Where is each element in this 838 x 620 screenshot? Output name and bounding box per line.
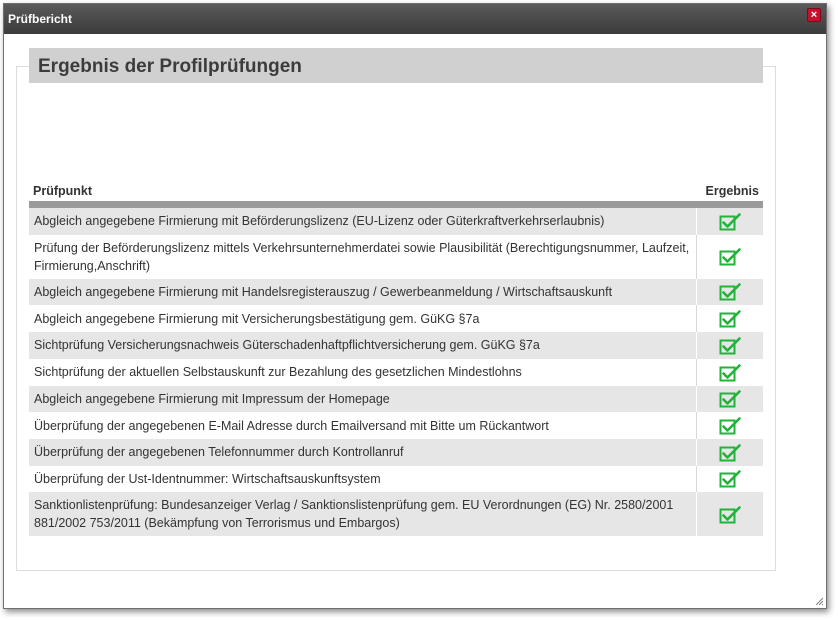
row-result	[697, 205, 764, 235]
table-row	[29, 412, 763, 439]
row-result	[697, 439, 764, 466]
row-result	[697, 305, 764, 332]
row-result	[697, 332, 764, 359]
close-icon: ×	[810, 9, 818, 21]
section-header	[29, 48, 763, 83]
row-label: Überprüfung der angegebenen E-Mail Adresse durch Emailversand mit Bitte um Rückantwort	[29, 412, 697, 439]
table-row	[29, 205, 763, 235]
check-icon	[719, 283, 741, 301]
row-label: Abgleich angegebene Firmierung mit Handelsregisterauszug / Gewerbeanmeldung / Wirtschaftsauskunft	[29, 279, 697, 306]
check-icon	[719, 213, 741, 231]
check-icon	[719, 470, 741, 488]
check-icon	[719, 417, 741, 435]
section-title: Ergebnis der Profilprüfungen	[38, 56, 302, 77]
column-header-result: Ergebnis	[697, 181, 764, 205]
table-row	[29, 305, 763, 332]
row-label: Prüfung der Beförderungslizenz mittels Verkehrsunternehmerdatei sowie Plausibilität (Berechtigungsnummer, Laufzeit, Firmierung,Anschrift)	[29, 235, 697, 279]
row-label: Sichtprüfung der aktuellen Selbstauskunft zur Bezahlung des gesetzlichen Mindestlohns	[29, 359, 697, 386]
table-body	[29, 205, 763, 537]
table-row	[29, 386, 763, 413]
row-label: Sichtprüfung Versicherungsnachweis Güterschadenhaftpflichtversicherung gem. GüKG §7a	[29, 332, 697, 359]
pruefbericht-dialog	[3, 3, 827, 609]
row-label: Abgleich angegebene Firmierung mit Impressum der Homepage	[29, 386, 697, 413]
table-row	[29, 235, 763, 279]
row-label: Abgleich angegebene Firmierung mit Beförderungslizenz (EU-Lizenz oder Güterkraftverkehrserlaubnis)	[29, 205, 697, 235]
row-label: Überprüfung der angegebenen Telefonnummer durch Kontrollanruf	[29, 439, 697, 466]
results-table	[29, 181, 763, 536]
table-row	[29, 359, 763, 386]
close-button[interactable]	[807, 8, 821, 22]
row-label: Sanktionlistenprüfung: Bundesanzeiger Verlag / Sanktionslistenprüfung gem. EU Verordnungen (EG) Nr. 2580/2001 881/2002 753/2011 (Bekämpfung von Terrorismus und Embargos)	[29, 492, 697, 536]
table-row	[29, 279, 763, 306]
row-result	[697, 412, 764, 439]
row-result	[697, 359, 764, 386]
check-icon	[719, 248, 741, 266]
table-row	[29, 492, 763, 536]
table-header-row	[29, 181, 763, 205]
row-result	[697, 279, 764, 306]
table-row	[29, 332, 763, 359]
row-result	[697, 235, 764, 279]
row-result	[697, 386, 764, 413]
table-row	[29, 466, 763, 493]
check-icon	[719, 444, 741, 462]
check-icon	[719, 390, 741, 408]
row-result	[697, 466, 764, 493]
resize-grip-icon[interactable]	[815, 597, 823, 605]
row-label: Abgleich angegebene Firmierung mit Versicherungsbestätigung gem. GüKG §7a	[29, 305, 697, 332]
check-icon	[719, 337, 741, 355]
check-icon	[719, 506, 741, 524]
row-result	[697, 492, 764, 536]
row-label: Überprüfung der Ust-Identnummer: Wirtschaftsauskunftsystem	[29, 466, 697, 493]
table-row	[29, 439, 763, 466]
check-icon	[719, 364, 741, 382]
check-icon	[719, 310, 741, 328]
column-header-item: Prüfpunkt	[29, 181, 697, 205]
dialog-titlebar[interactable]	[4, 4, 826, 34]
dialog-title: Prüfbericht	[8, 12, 73, 26]
